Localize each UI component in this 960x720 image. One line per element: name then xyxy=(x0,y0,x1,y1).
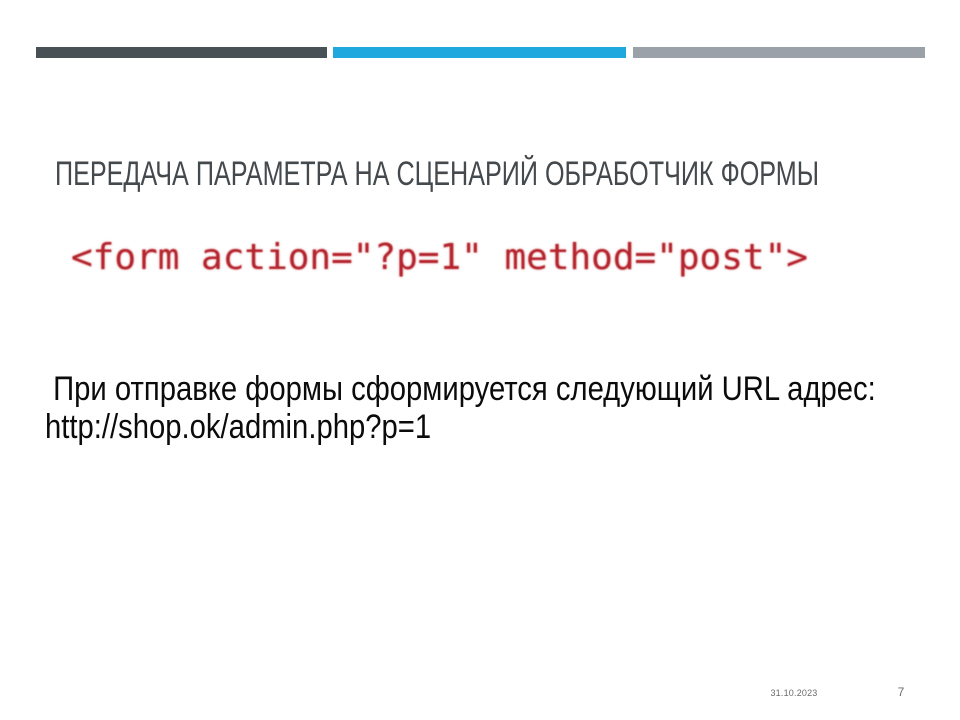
body-line-url: http://shop.ok/admin.php?p=1 xyxy=(45,408,432,446)
body-text-block xyxy=(45,370,876,446)
accent-bar-blue xyxy=(333,47,626,58)
page-number: 7 xyxy=(897,685,905,699)
footer-date: 31.10.2023 xyxy=(770,688,818,698)
code-snippet-image xyxy=(71,236,808,280)
accent-bar-dark xyxy=(36,47,327,58)
accent-bar-gray xyxy=(633,47,925,58)
code-snippet-text: <form action="?p=1" method="post"> xyxy=(71,237,808,278)
body-line-description: При отправке формы сформируется следующий URL адрес: xyxy=(45,370,876,408)
slide-title: ПЕРЕДАЧА ПАРАМЕТРА НА СЦЕНАРИЙ ОБРАБОТЧИК ФОРМЫ xyxy=(55,155,820,193)
